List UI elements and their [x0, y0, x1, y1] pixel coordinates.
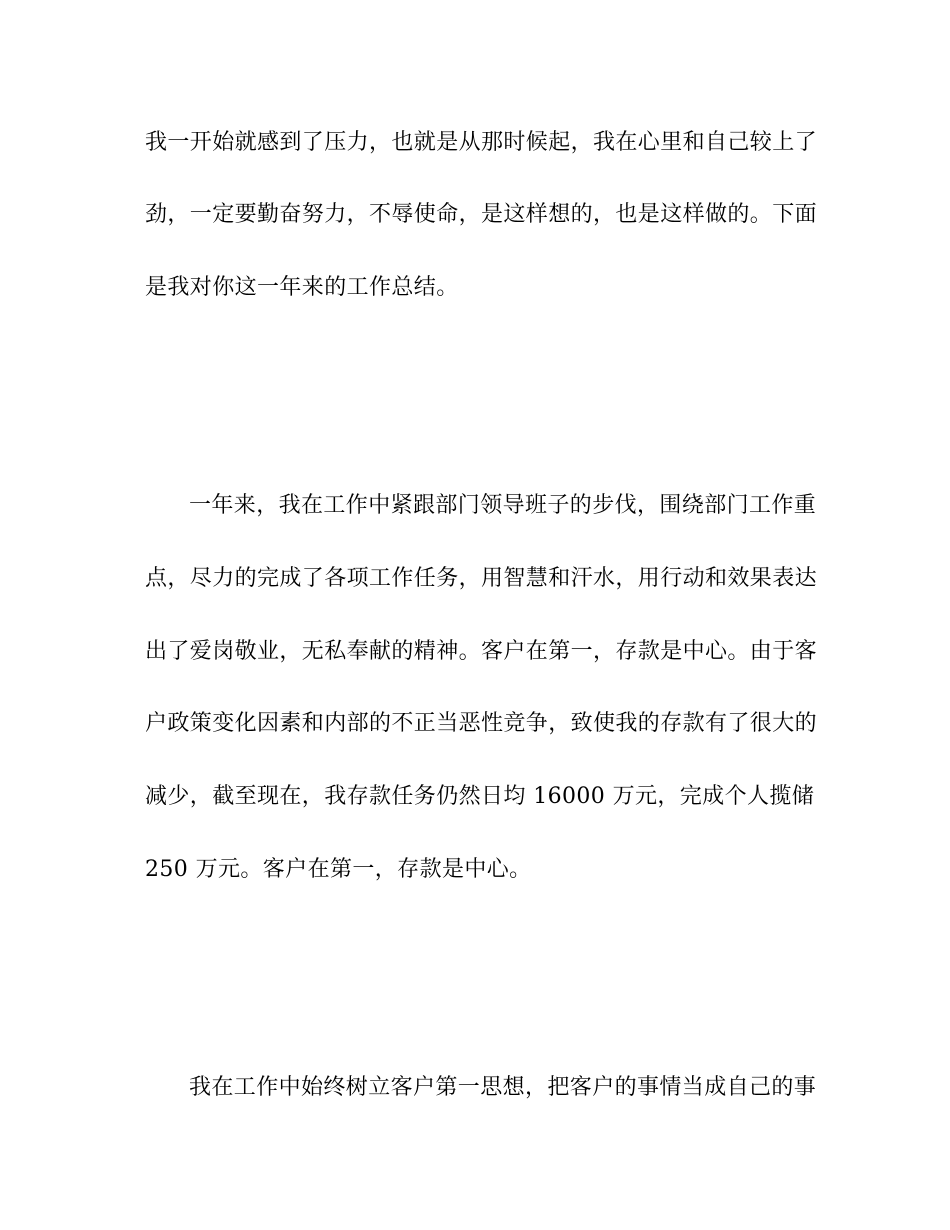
paragraph-line: 我在工作中始终树立客户第一思想，把客户的事情当成自己的事	[189, 1075, 817, 1100]
paragraph-line: 劲，一定要勤奋努力，不辱使命，是这样想的，也是这样做的。下面	[145, 202, 818, 227]
paragraph-line: 是我对你这一年来的工作总结。	[145, 275, 459, 300]
paragraph-line: 户政策变化因素和内部的不正当恶性竞争，致使我的存款有了很大的	[145, 711, 818, 736]
paragraph-line: 减少，截至现在，我存款任务仍然日均 16000 万元，完成个人揽储	[145, 784, 815, 809]
paragraph-line: 我一开始就感到了压力，也就是从那时候起，我在心里和自己较上了	[145, 130, 818, 155]
paragraph-line: 点，尽力的完成了各项工作任务，用智慧和汗水，用行动和效果表达	[145, 566, 818, 591]
paragraph-line: 出了爱岗敬业，无私奉献的精神。客户在第一，存款是中心。由于客	[145, 639, 818, 664]
paragraph-line: 250 万元。客户在第一，存款是中心。	[145, 857, 532, 882]
paragraph-line: 一年来，我在工作中紧跟部门领导班子的步伐，围绕部门工作重	[189, 493, 817, 518]
